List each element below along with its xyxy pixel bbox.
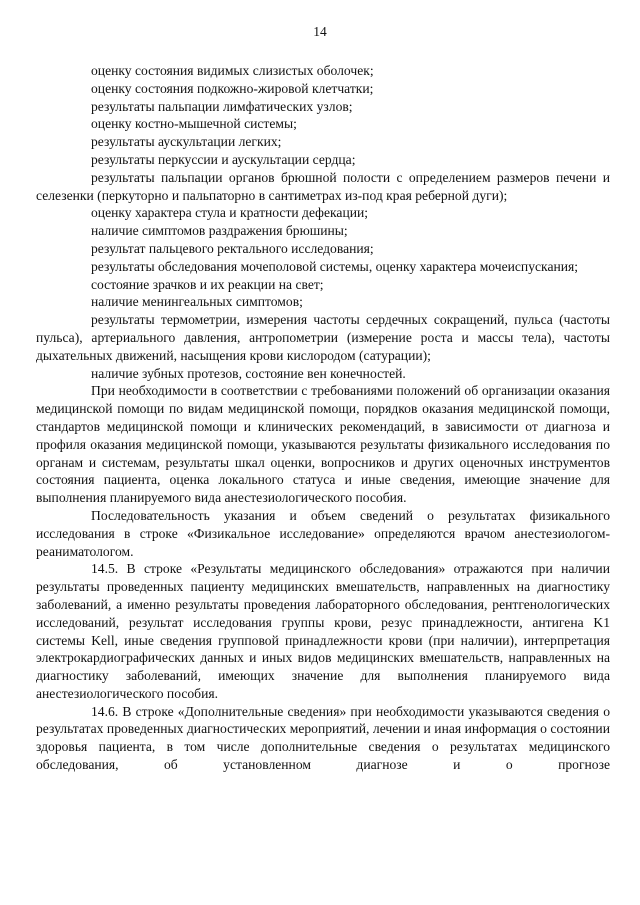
document-body [36,62,610,774]
paragraph: оценку костно-мышечной системы; [91,116,297,132]
paragraph: При необходимости в соответствии с требованиями положений об организации оказания медицинской помощи по видам медицинской помощи, порядков оказания медицинской помощи, стандартов медицинской помощи и клинических рекомендаций, в зависимости от диагноза и профиля оказания медицинской помощи, указываются результаты физикального исследования по органам и системам, результаты шкал оценки, вопросников и других оценочных инструментов состояния пациента, оценка локального статуса и иные сведения, имеющие значение для выполнения планируемого вида анестезиологического пособия. [36,383,610,506]
paragraph: оценку состояния видимых слизистых оболочек; [91,63,374,78]
paragraph: оценку характера стула и кратности дефекации; [91,205,369,221]
paragraph: наличие менингеальных симптомов; [91,294,303,310]
page-number: 14 [313,24,327,39]
paragraph: оценку состояния подкожно-жировой клетчатки; [91,80,374,96]
paragraph: результаты обследования мочеполовой системы, оценку характера мочеиспускания; [91,258,579,274]
paragraph: результаты пальпации лимфатических узлов; [91,98,353,114]
paragraph: состояние зрачков и их реакции на свет; [91,276,324,292]
paragraph: Последовательность указания и объем сведений о результатах физикального исследования в строке «Физикальное исследование» определяются врачом анестезиологом-реаниматологом. [36,507,610,559]
paragraph: 14.6. В строке «Дополнительные сведения» при необходимости указываются сведения о результатах проведенных диагностических мероприятий, лечении и иная информация о состоянии здоровья пациента, в том числе дополнительные сведения о результатах медицинского обследования, об установленном диагнозе и о прогнозе [36,703,610,773]
paragraph: 14.5. В строке «Результаты медицинского обследования» отражаются при наличии результаты проведенных пациенту медицинских вмешательств, направленных на диагностику заболеваний, а именно результаты проведения лабораторного обследования, рентгенологических исследований, результат исследования группы крови, резус принадлежности, антигена K1 системы Kell, иные сведения групповой принадлежности крови (при наличии), интерпретация электрокардиографических данных и иных видов медицинских вмешательств, направленных на диагностику заболеваний, имеющих значение для выполнения планируемого вида анестезиологического пособия. [36,561,610,701]
paragraph: результаты пальпации органов брюшной полости с определением размеров печени и селезенки (перкуторно и пальпаторно в сантиметрах из-под края реберной дуги); [36,169,610,203]
paragraph: результат пальцевого ректального исследования; [91,240,374,256]
paragraph: наличие симптомов раздражения брюшины; [91,223,348,239]
paragraph: результаты термометрии, измерения частоты сердечных сокращений, пульса (частоты пульса), артериального давления, антропометрии (измерение роста и массы тела), частоты дыхательных движений, насыщения крови кислородом (сатурации); [36,312,610,363]
paragraph: результаты перкуссии и аускультации сердца; [91,151,356,167]
paragraph: результаты аускультации легких; [91,134,282,150]
paragraph: наличие зубных протезов, состояние вен конечностей. [91,365,406,381]
